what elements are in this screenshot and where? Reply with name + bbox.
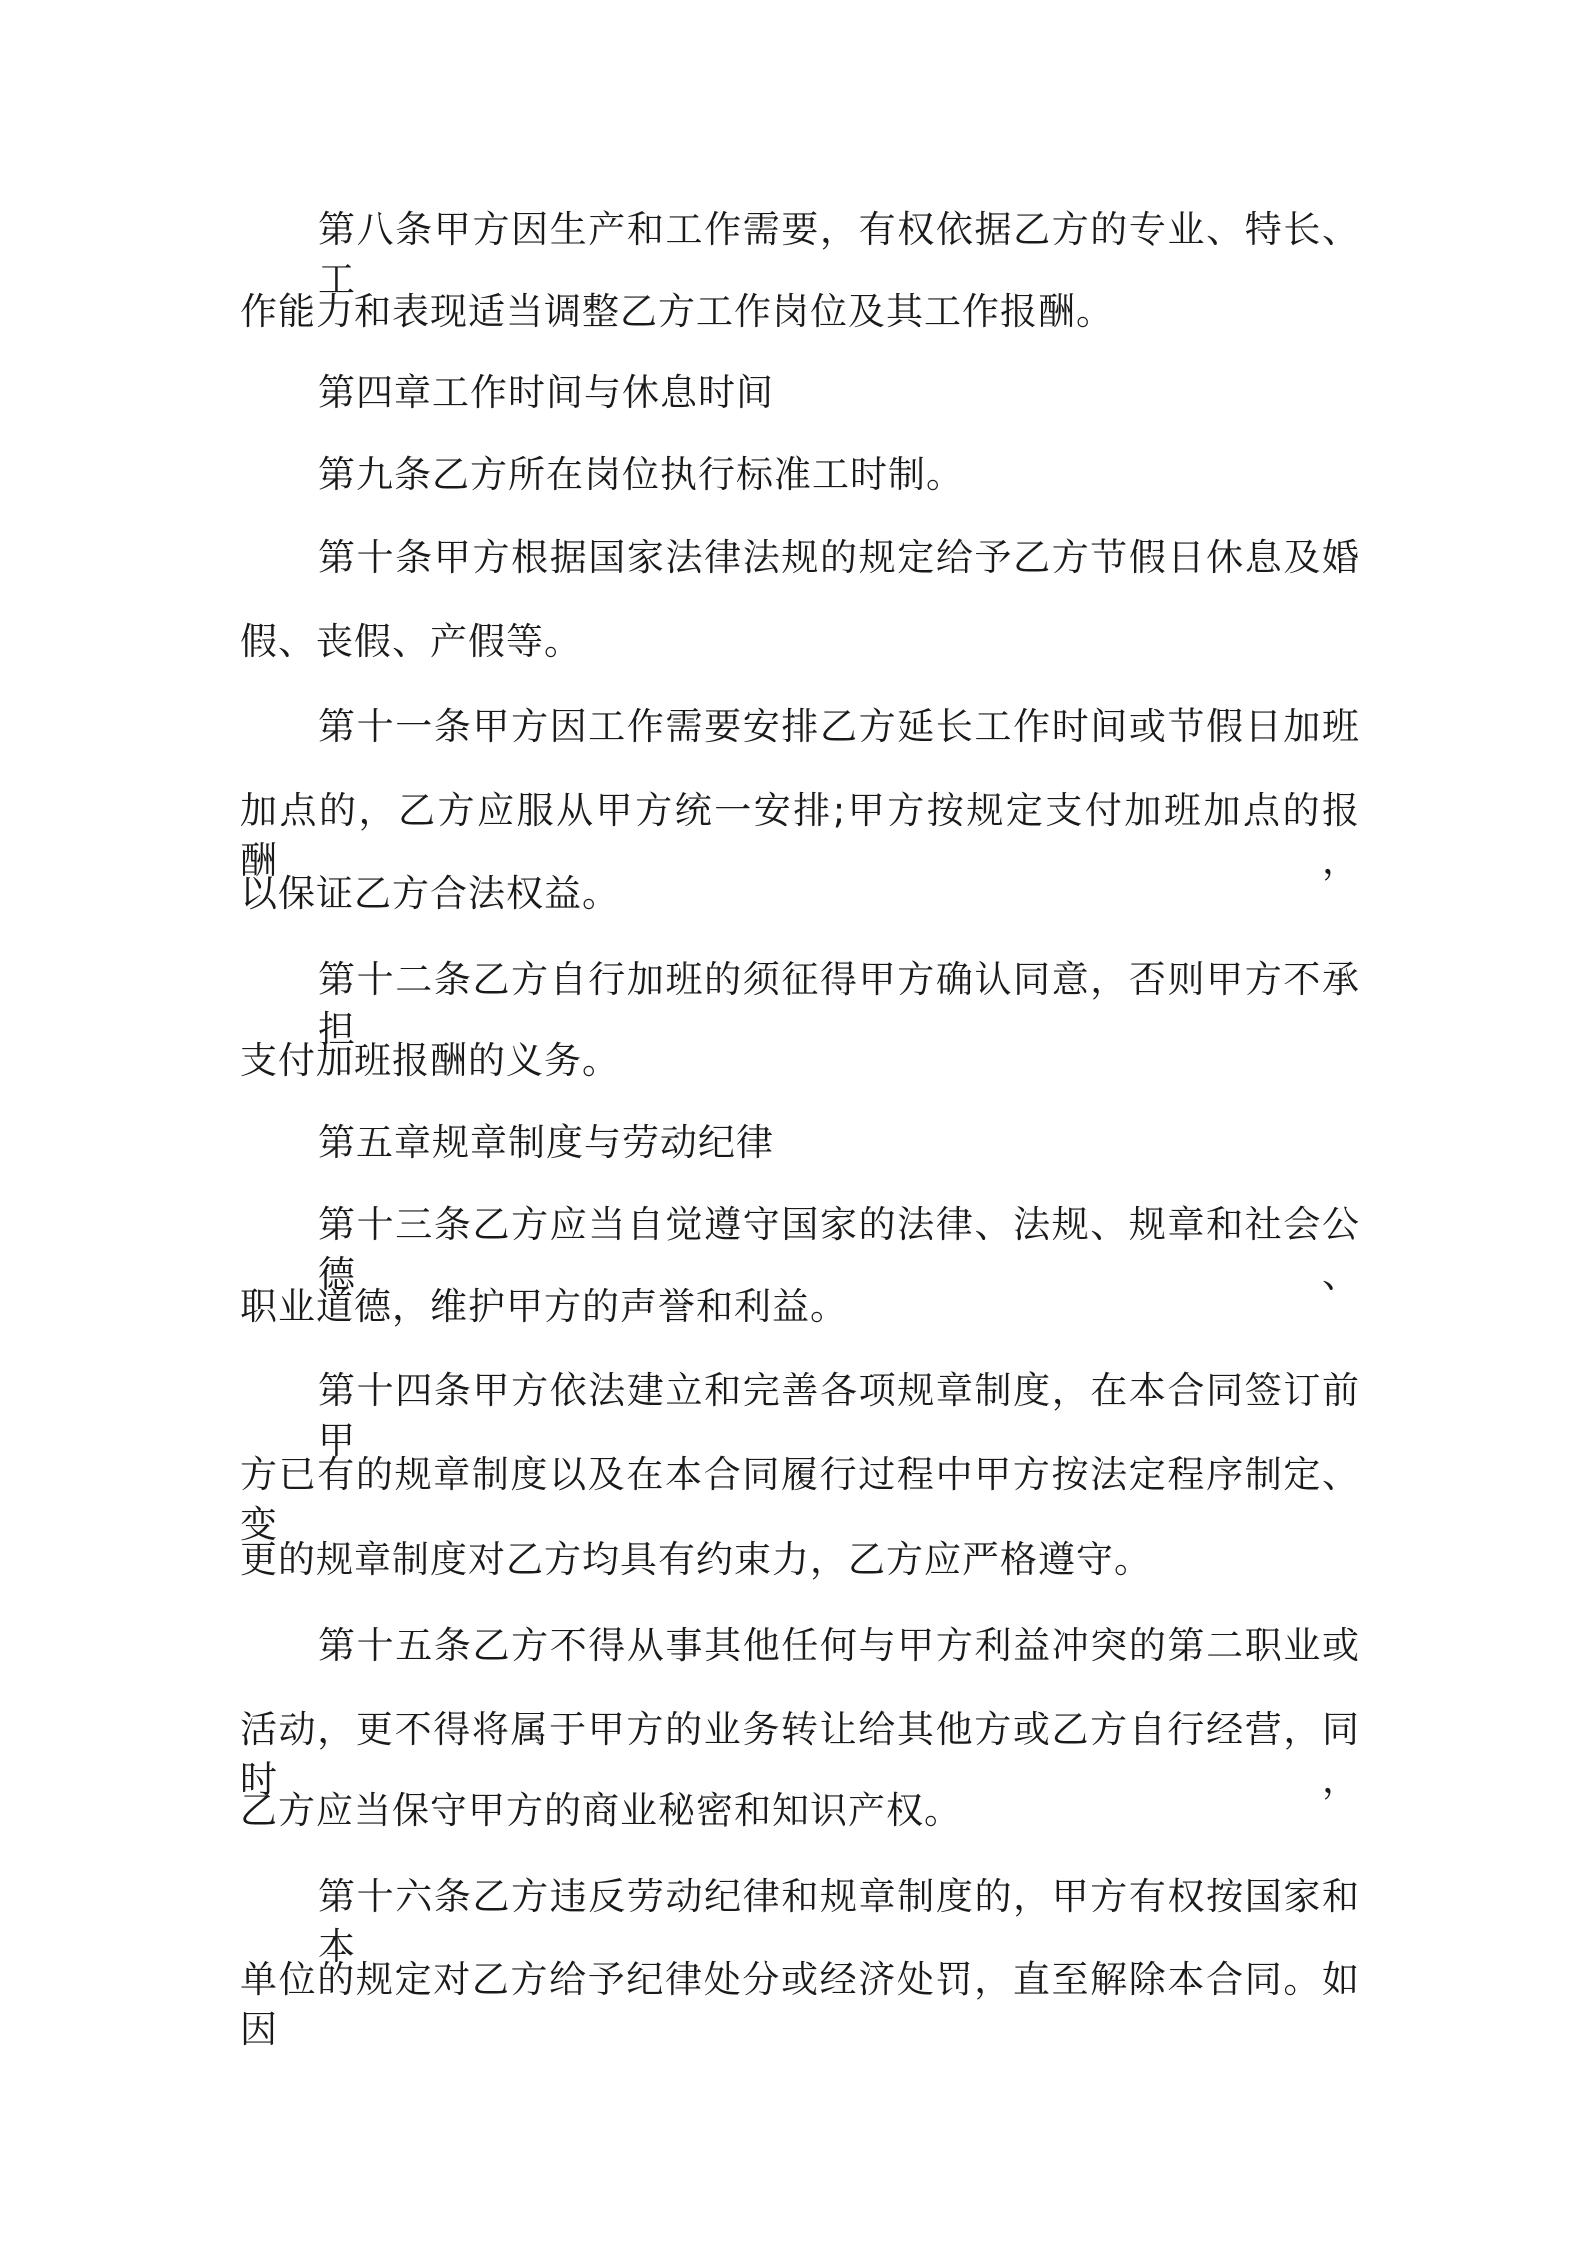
chapter-heading: 第五章规章制度与劳动纪律 xyxy=(318,1121,774,1164)
paragraph-line: 方已有的规章制度以及在本合同履行过程中甲方按法定程序制定、变 xyxy=(240,1453,1360,1546)
paragraph-line: 第十一条甲方因工作需要安排乙方延长工作时间或节假日加班 xyxy=(318,705,1360,748)
paragraph-line: 更的规章制度对乙方均具有约束力，乙方应严格遵守。 xyxy=(240,1538,1152,1581)
paragraph-line: 第十条甲方根据国家法律法规的规定给予乙方节假日休息及婚 xyxy=(318,536,1360,579)
paragraph-line: 第十六条乙方违反劳动纪律和规章制度的，甲方有权按国家和本 xyxy=(318,1875,1360,1968)
paragraph-line: 第九条乙方所在岗位执行标准工时制。 xyxy=(318,453,964,496)
paragraph-line: 作能力和表现适当调整乙方工作岗位及其工作报酬。 xyxy=(240,290,1114,333)
chapter-heading: 第四章工作时间与休息时间 xyxy=(318,371,774,414)
paragraph-line: 第十三条乙方应当自觉遵守国家的法律、法规、规章和社会公德、 xyxy=(318,1203,1360,1296)
paragraph-line: 第十二条乙方自行加班的须征得甲方确认同意，否则甲方不承担 xyxy=(318,958,1360,1051)
paragraph-line: 乙方应当保守甲方的商业秘密和知识产权。 xyxy=(240,1789,962,1832)
paragraph-line: 单位的规定对乙方给予纪律处分或经济处罚，直至解除本合同。如因 xyxy=(240,1958,1360,2051)
paragraph-line: 活动，更不得将属于甲方的业务转让给其他方或乙方自行经营，同时， xyxy=(240,1708,1360,1801)
paragraph-line: 加点的，乙方应服从甲方统一安排;甲方按规定支付加班加点的报酬， xyxy=(240,789,1360,882)
paragraph-line: 职业道德，维护甲方的声誉和利益。 xyxy=(240,1285,848,1328)
paragraph-line: 以保证乙方合法权益。 xyxy=(240,872,620,915)
paragraph-line: 假、丧假、产假等。 xyxy=(240,620,582,663)
paragraph-line: 第十四条甲方依法建立和完善各项规章制度，在本合同签订前甲 xyxy=(318,1369,1360,1462)
paragraph-line: 支付加班报酬的义务。 xyxy=(240,1039,620,1082)
paragraph-line: 第十五条乙方不得从事其他任何与甲方利益冲突的第二职业或 xyxy=(318,1624,1360,1667)
paragraph-line: 第八条甲方因生产和工作需要，有权依据乙方的专业、特长、工 xyxy=(318,208,1360,301)
